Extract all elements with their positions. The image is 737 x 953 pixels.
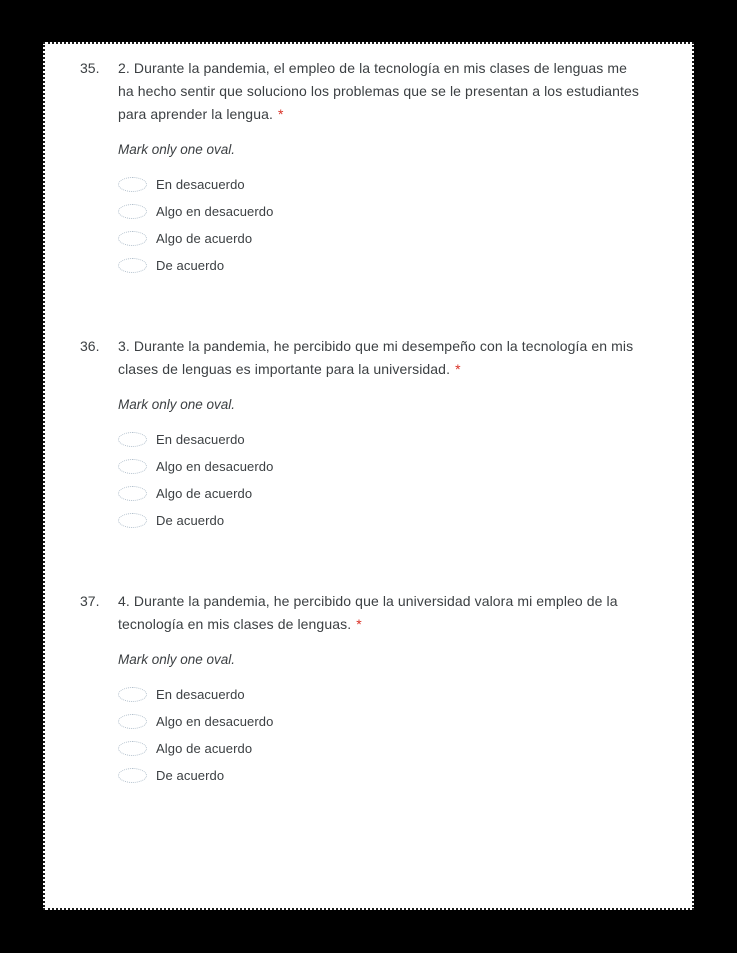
question-item-35 (80, 57, 642, 279)
question-item-36 (80, 335, 642, 534)
radio-option[interactable] (118, 171, 642, 198)
radio-option[interactable] (118, 762, 642, 789)
radio-option-label: De acuerdo (156, 767, 225, 783)
radio-option-label: De acuerdo (156, 257, 225, 273)
question-text-body: 3. Durante la pandemia, he percibido que mi desempeño con la tecnología en mis clases de lenguas es importante para la universidad. (118, 338, 634, 377)
radio-option-label: Algo de acuerdo (156, 740, 253, 756)
radio-option[interactable] (118, 426, 642, 453)
radio-oval-icon[interactable] (118, 687, 147, 702)
required-asterisk: * (277, 106, 284, 122)
radio-option-label: En desacuerdo (156, 686, 245, 702)
radio-option-label: Algo en desacuerdo (156, 713, 274, 729)
question-number: 37. (80, 593, 100, 609)
radio-option-label: Algo en desacuerdo (156, 203, 274, 219)
radio-option[interactable] (118, 225, 642, 252)
radio-oval-icon[interactable] (118, 486, 147, 501)
question-text-body: 4. Durante la pandemia, he percibido que la universidad valora mi empleo de la tecnología en mis clases de lenguas. (118, 593, 618, 632)
radio-option-label: En desacuerdo (156, 431, 245, 447)
radio-option-label: Algo en desacuerdo (156, 458, 274, 474)
radio-option[interactable] (118, 708, 642, 735)
options-group (118, 681, 642, 789)
radio-oval-icon[interactable] (118, 231, 147, 246)
question-text-body: 2. Durante la pandemia, el empleo de la tecnología en mis clases de lenguas me ha hecho sentir que soluciono los problemas que se le presentan a los estudiantes para aprender la lengua. (118, 60, 639, 122)
radio-option[interactable] (118, 507, 642, 534)
required-asterisk: * (356, 616, 362, 632)
radio-option[interactable] (118, 198, 642, 225)
radio-option[interactable] (118, 735, 642, 762)
question-number: 36. (80, 338, 100, 354)
radio-option-label: En desacuerdo (156, 176, 245, 192)
radio-oval-icon[interactable] (118, 459, 147, 474)
radio-oval-icon[interactable] (118, 258, 147, 273)
radio-option[interactable] (118, 480, 642, 507)
instruction-text: Mark only one oval. (118, 142, 236, 157)
radio-oval-icon[interactable] (118, 432, 147, 447)
form-page (43, 42, 694, 910)
radio-option[interactable] (118, 252, 642, 279)
options-group (118, 171, 642, 279)
radio-option-label: Algo de acuerdo (156, 485, 253, 501)
instruction-text: Mark only one oval. (118, 397, 236, 412)
radio-option[interactable] (118, 453, 642, 480)
radio-option-label: De acuerdo (156, 512, 225, 528)
question-item-37 (80, 590, 642, 789)
radio-oval-icon[interactable] (118, 714, 147, 729)
instruction-text: Mark only one oval. (118, 652, 236, 667)
radio-option[interactable] (118, 681, 642, 708)
radio-option-label: Algo de acuerdo (156, 230, 253, 246)
options-group (118, 426, 642, 534)
question-text (118, 335, 642, 381)
radio-oval-icon[interactable] (118, 741, 147, 756)
radio-oval-icon[interactable] (118, 513, 147, 528)
radio-oval-icon[interactable] (118, 177, 147, 192)
question-text (118, 57, 642, 126)
required-asterisk: * (455, 361, 461, 377)
radio-oval-icon[interactable] (118, 204, 147, 219)
question-number: 35. (80, 60, 100, 76)
radio-oval-icon[interactable] (118, 768, 147, 783)
question-text (118, 590, 642, 636)
